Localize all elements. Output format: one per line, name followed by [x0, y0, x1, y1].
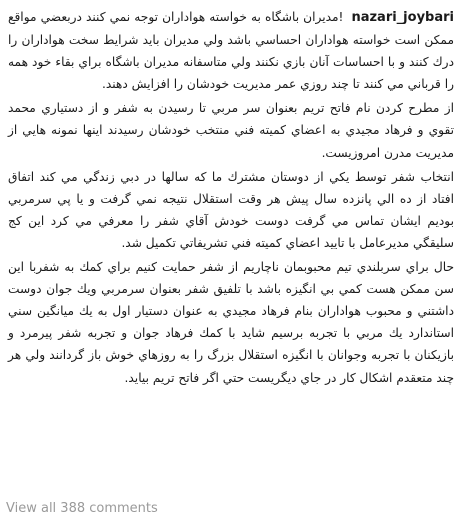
caption-paragraph-3: انتخاب شفر توسط يكي از دوستان مشترك ما كه سالها در دبي زندگي مي كند اتفاق افتاد از ده الي پانزده سال پيش هر وقت استقلال نتيجه نمي گرفت و يا پي سرمربي بوديم ايشان تماس مي گرفت دوست خودش آقاي شفر را معرفي مي كرد اين كج سليقگي مديرعامل با تاييد اعضاي كميته فني تشريفاتي تكميل شد.: [8, 169, 454, 250]
post-caption: [8, 6, 454, 389]
caption-text-1: !مديران باشگاه به خواسته هواداران توجه نمي كنند دربعضي مواقع ممكن است خواسته هواداران احساسي باشد ولي مديران بايد شرايط سخت هواداران را درك كنند و با احساسات آنان بازي نكنند ولي متاسفانه مديران باشگاه براي بقاء خود همه را قرباني مي كنند تا چند روزي عمر مديريت خودشان را افزايش دهند.: [8, 10, 454, 92]
caption-paragraph-1: [8, 6, 454, 95]
caption-paragraph-2: از مطرح كردن نام فاتح تريم بعنوان سر مربي تا رسيدن به شفر و از دستياري محمد تقوي و فرهاد مجيدي به اعضاي كميته فني منتخب خودشان رسيدند اينها نمونه هايي از مديريت مدرن امروزيست.: [8, 101, 454, 160]
view-comments-link[interactable]: View all 388 comments: [6, 501, 158, 516]
username-link[interactable]: nazari_joybari: [351, 10, 454, 25]
caption-paragraph-4: حال براي سربلندي تيم محبوبمان ناچاريم از شفر حمايت كنيم براي كمك به شفربا اين سن ممكن هست كمي بي انگيزه باشد با تلفيق شفر بعنوان سرمربي ويك جوان دوست داشتني و محبوب هواداران بنام فرهاد مجيدي به عنوان دستيار اول به يك ميانگين سني استاندارد يك مربي با تجربه برسيم شايد با كمك فرهاد جوان و تجربه شفر پيرمرد و بازيكنان با تجربه وجوانان با انگيزه استقلال بزرگ را به روزهاي خوش باز گردانند ولي هر چند متعقدم اشكال كار در جاي ديگريست حتي اگر فاتح تريم بيايد.: [8, 260, 454, 385]
post-container: [0, 6, 464, 516]
